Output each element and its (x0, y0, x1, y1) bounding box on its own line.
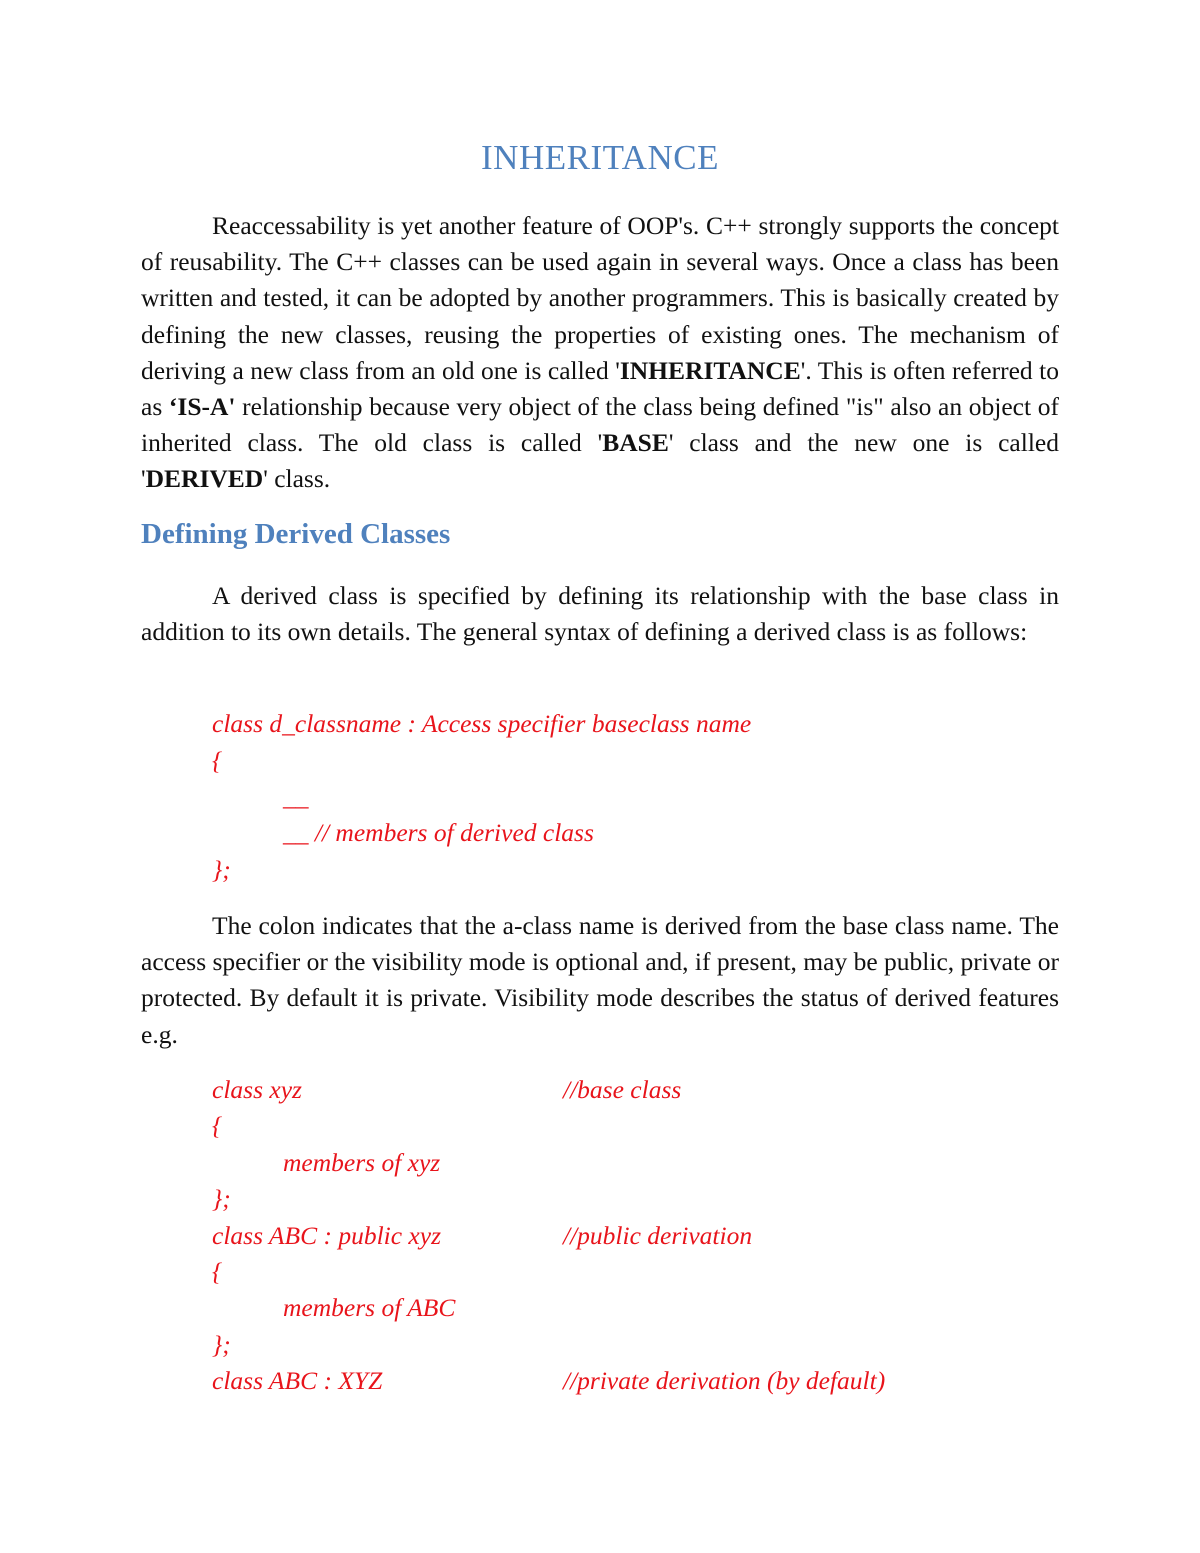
example-line-3: members of xyz (283, 1148, 441, 1177)
intro-bold-base: BASE (602, 428, 669, 458)
intro-bold-derived: DERIVED (145, 464, 264, 494)
page-title: INHERITANCE (481, 138, 719, 177)
example-line-6: { (212, 1257, 223, 1286)
syntax-line-4: __ // members of derived class (283, 818, 594, 847)
intro-text-4: ' class and the new one is called ' (141, 428, 1059, 494)
example-line-5: class ABC : public xyz (212, 1221, 441, 1250)
syntax-line-2: { (212, 746, 223, 775)
example-line-9: class ABC : XYZ (212, 1366, 383, 1395)
intro-text-2: '. This is often referred to as (141, 355, 1059, 422)
intro-bold-inheritance: INHERITANCE (619, 355, 801, 385)
syntax-line-5: }; (212, 855, 231, 884)
intro-text-5: ' class. (263, 464, 331, 494)
example-comment-9: //private derivation (by default) (563, 1366, 886, 1395)
syntax-line-3: __ (283, 782, 309, 811)
syntax-line-1: class d_classname : Access specifier baseclass name (212, 709, 752, 738)
example-line-8: }; (212, 1330, 231, 1359)
intro-paragraph (141, 208, 1059, 498)
example-line-4: }; (212, 1184, 231, 1213)
example-line-2: { (212, 1111, 223, 1140)
example-comment-5: //public derivation (563, 1221, 753, 1250)
intro-text-1: Reaccessability is yet another feature of OOP's. C++ strongly supports the concept of reusability. The C++ classes can be used again in several ways. Once a class has been written and tested, it can be adopted by another programmers. This is basically created by defining the new classes, reusing the properties of existing ones. The mechanism of deriving a new class from an old one is called ' (141, 211, 1059, 385)
example-comment-1: //base class (563, 1075, 682, 1104)
intro-text-3: relationship because very object of the class being defined "is" also an object of inherited class. The old class is called ' (141, 392, 1059, 458)
section-heading: Defining Derived Classes (141, 518, 451, 550)
example-line-1: class xyz (212, 1075, 302, 1104)
intro-bold-is-a: ‘IS-A' (168, 392, 236, 422)
colon-paragraph: The colon indicates that the a-class name is derived from the base class name. The access specifier or the visibility mode is optional and, if present, may be public, private or protected. By default it is private. Visibility mode describes the status of derived features e.g. (141, 911, 1059, 1049)
example-line-7: members of ABC (283, 1293, 456, 1322)
derived-class-paragraph: A derived class is specified by defining its relationship with the base class in addition to its own details. The general syntax of defining a derived class is as follows: (141, 581, 1059, 647)
